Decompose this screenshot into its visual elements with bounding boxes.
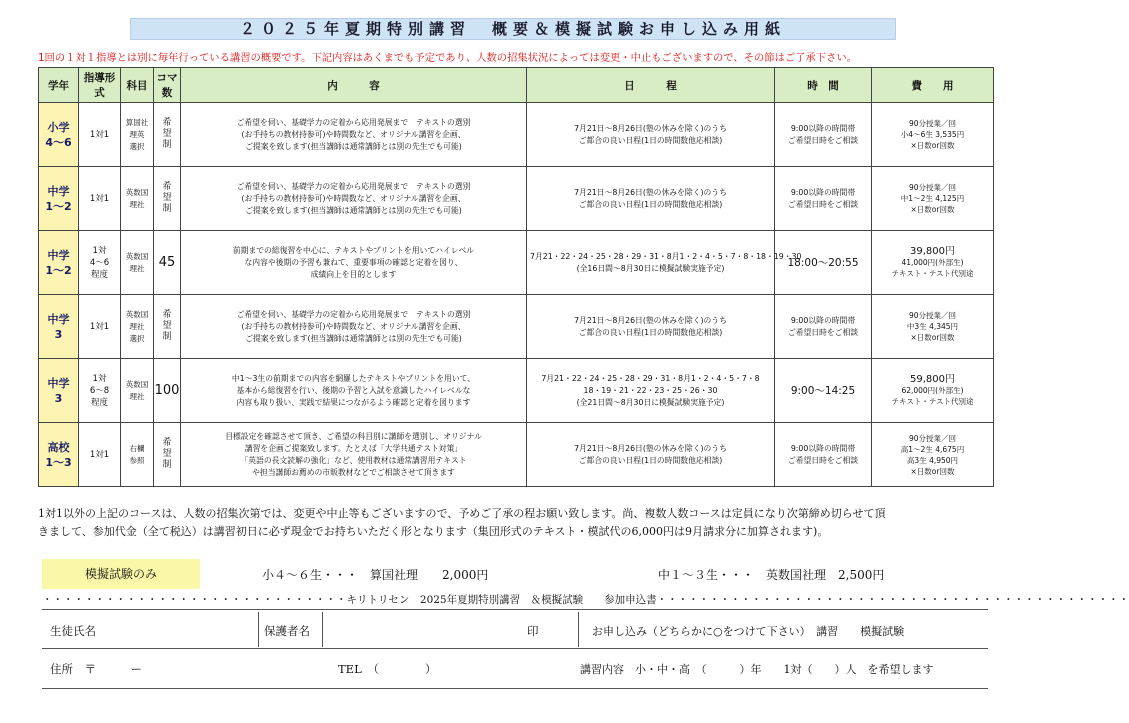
koma-line: 制 (162, 460, 172, 470)
fee-line: 62,000円(外部生) (901, 386, 964, 395)
koma-line: 望 (162, 129, 172, 139)
subject-line: 選択 (129, 141, 145, 151)
subject-line: 英数国 (125, 251, 149, 261)
koma-cell (154, 423, 181, 487)
schedule-cell (527, 295, 775, 359)
fee-line: テキスト・テスト代別途 (891, 397, 974, 406)
form-cell (79, 167, 121, 231)
fee-line: 中3生 4,345円 (906, 322, 959, 331)
time-line: ご希望日時をご相談 (787, 135, 859, 145)
schedule-line: ご都合の良い日程(1日の時間数他応相談) (578, 199, 723, 209)
form-cell (79, 231, 121, 295)
koma-line: 希 (162, 118, 172, 128)
time-line: 9:00以降の時間帯 (790, 123, 856, 133)
content-line: ご希望を伺い、基礎学力の定着から応用発展まで テキストの選別 (236, 117, 471, 127)
guardian-name-field[interactable]: 保護者名 (264, 624, 310, 638)
subject-line: 選択 (129, 333, 145, 343)
form-cell (79, 295, 121, 359)
fee-cell (872, 295, 994, 359)
subject-line: 理社 (129, 263, 145, 273)
form-divider (42, 688, 988, 689)
subject-line: 算国社 (125, 117, 149, 127)
table-row (39, 103, 994, 167)
time-line: ご希望日時をご相談 (787, 327, 859, 337)
content-line: ご希望を伺い、基礎学力の定着から応用発展まで テキストの選別 (236, 181, 471, 191)
subject-cell (121, 359, 154, 423)
tel-field[interactable]: TEL （ ） (338, 662, 437, 676)
form-line: 1対 (92, 373, 107, 384)
time-line: 9:00以降の時間帯 (790, 315, 856, 325)
apply-choice-field[interactable]: お申し込み（どちらかに○をつけて下さい） 講習 模擬試験 (592, 625, 905, 638)
seal-label: 印 (527, 624, 539, 638)
subject-line: 参照 (129, 455, 145, 465)
subject-line: 英数国 (125, 309, 149, 319)
fee-line: テキスト・テスト代別途 (891, 269, 974, 278)
subject-line: 理社 (129, 321, 145, 331)
schedule-cell (527, 103, 775, 167)
fee-line: 90分授業／回 (908, 119, 957, 128)
koma-cell (154, 359, 181, 423)
content-line: な内容や後期の予習も兼ねて、重要事項の確認と定着を図り、 (244, 257, 463, 267)
column-header: コマ数 (154, 68, 181, 103)
subject-line: 理社 (129, 199, 145, 209)
table-row (39, 167, 994, 231)
form-cell (79, 359, 121, 423)
grade-cell (39, 295, 79, 359)
footnote-line: 1対1以外の上記のコースは、人数の招集次第では、変更や中止等もございますので、予めご了承の程お願い致します。尚、複数人数コースは定員になり次第締め切らせて頂 (38, 507, 886, 520)
form-line: 1対1 (89, 193, 110, 204)
form-divider (42, 609, 988, 610)
grade-line: 1～3 (45, 455, 72, 469)
fee-cell (872, 423, 994, 487)
course-request-field[interactable]: 講習内容 小・中・高 （ ）年 1対（ ）人 を希望します (580, 663, 934, 676)
schedule-line: ご都合の良い日程(1日の時間数他応相談) (578, 135, 723, 145)
subject-cell (121, 423, 154, 487)
fee-line: 小4～6生 3,535円 (900, 130, 965, 139)
koma-line: 望 (162, 193, 172, 203)
schedule-cell (527, 359, 775, 423)
address-field[interactable]: 住所 〒 ー (50, 662, 142, 676)
fee-line: ×日数or回数 (910, 205, 955, 214)
content-line: (お手持ちの教材持参可)や時間数など、オリジナル講習を企画、 (241, 129, 466, 139)
cut-line-banner: ・・・・・・・・・・・・・・・・・・・・・・・・・・・・・キリトリセン 2025年夏期特別講習 ＆模擬試験 参加申込書・・・・・・・・・・・・・・・・・・・・・・・・・・・・・・・・・・・・・・・・・・・・・ (42, 594, 1129, 606)
table-row (39, 295, 994, 359)
grade-line: 3 (54, 391, 63, 405)
fee-line: 59,800円 (910, 374, 955, 385)
fee-line: 90分授業／回 (908, 311, 957, 320)
content-cell (181, 103, 527, 167)
content-cell (181, 359, 527, 423)
form-divider (258, 612, 259, 647)
footnote-line: きまして、参加代金（全て税込）は講習初日に必ず現金でお持ちいただく形となります（集団形式のテキスト・模試代の6,000円は9月請求分に加算されます)。 (38, 525, 829, 538)
mock-only-label: 模擬試験のみ (42, 559, 200, 589)
content-line: ご提案を致します(担当講師は通常講師とは別の先生でも可能) (245, 205, 462, 215)
table-body (39, 103, 994, 487)
column-header: 日 程 (527, 68, 775, 103)
notice-text: 1回の１対１指導とは別に毎年行っている講習の概要です。下記内容はあくまでも予定であり、人数の招集状況によっては変更・中止もございますので、その節はご了承下さい。 (38, 52, 857, 64)
koma-cell (154, 103, 181, 167)
form-divider (578, 612, 579, 647)
grade-line: 中学 (47, 184, 70, 198)
time-cell (775, 423, 872, 487)
koma-cell (154, 295, 181, 359)
column-header: 指導形式 (79, 68, 121, 103)
form-line: 程度 (90, 397, 108, 408)
mock-elementary-price: 小４～６生・・・ 算国社理 2,000円 (262, 568, 489, 582)
content-line: 内容も取り扱い、実践で結果につながるよう確認と定着を図ります (236, 397, 471, 407)
time-cell (775, 231, 872, 295)
schedule-line: 7月21日～8月26日(塾の休みを除く)のうち (574, 443, 727, 453)
fee-line: 41,000円(外部生) (901, 258, 964, 267)
grade-cell (39, 103, 79, 167)
footnote (38, 505, 998, 541)
page-title: ２０２５年夏期特別講習 概要＆模擬試験お申し込み用紙 (239, 20, 786, 38)
koma-line: 制 (162, 140, 172, 150)
schedule-cell (527, 423, 775, 487)
form-cell (79, 103, 121, 167)
koma-cell (154, 167, 181, 231)
subject-cell (121, 167, 154, 231)
koma-line: 希 (162, 438, 172, 448)
fee-line: 90分授業／回 (908, 433, 957, 443)
time-cell (775, 359, 872, 423)
time-cell (775, 295, 872, 359)
time-cell (775, 103, 872, 167)
form-cell (79, 423, 121, 487)
form-line: 1対1 (89, 449, 110, 460)
time-line: ご希望日時をご相談 (787, 455, 859, 465)
koma-line: 希 (162, 310, 172, 320)
subject-line: 右欄 (129, 443, 145, 453)
form-line: 1対1 (89, 321, 110, 332)
content-line: 中1～3生の前期までの内容を網羅したテキストやプリントを用いて、 (231, 373, 476, 383)
title-band (130, 18, 896, 40)
table-row (39, 359, 994, 423)
content-cell (181, 231, 527, 295)
column-header: 費 用 (872, 68, 994, 103)
schedule-line: 7月21日～8月26日(塾の休みを除く)のうち (574, 123, 727, 133)
fee-line: 高1～2生 4,675円 (900, 444, 965, 454)
mock-junior-price: 中１～３生・・・ 英数国社理 2,500円 (658, 568, 885, 582)
form-line: 4～6 (89, 257, 110, 268)
grade-line: 小学 (47, 120, 70, 134)
schedule-line: 7月21・22・24・25・28・29・31・8月1・2・4・5・7・8 (541, 373, 760, 383)
form-divider (322, 612, 323, 647)
content-line: 目標設定を確認させて頂き、ご希望の科目別に講師を選別し、オリジナル (225, 431, 482, 441)
schedule-line: 7月21日～8月26日(塾の休みを除く)のうち (574, 315, 727, 325)
column-header: 科目 (121, 68, 154, 103)
table-header-row (39, 68, 994, 103)
schedule-line: ご都合の良い日程(1日の時間数他応相談) (578, 327, 723, 337)
content-line: 講習を企画ご提案致します。たとえば「大学共通テスト対策」 (244, 443, 463, 453)
fee-cell (872, 231, 994, 295)
subject-line: 英数国 (125, 187, 149, 197)
grade-line: 中学 (47, 376, 70, 390)
form-line: 程度 (90, 269, 108, 280)
subject-line: 英数国 (125, 379, 149, 389)
koma-line: 制 (162, 332, 172, 342)
time-line: 18:00～20:55 (787, 256, 859, 269)
fee-line: 中1～2生 4,125円 (900, 194, 965, 203)
subject-cell (121, 103, 154, 167)
student-name-field[interactable]: 生徒氏名 (50, 624, 96, 638)
content-line: 前期までの総復習を中心に、テキストやプリントを用いてハイレベル (232, 245, 475, 255)
content-cell (181, 423, 527, 487)
grade-line: 中学 (47, 248, 70, 262)
content-line: 「英語の長文読解の強化」など、使用教材は通常講習用テキスト (240, 455, 467, 465)
koma-line: 希 (162, 182, 172, 192)
table-row (39, 231, 994, 295)
fee-cell (872, 359, 994, 423)
content-line: 成績向上を目的とします (310, 269, 397, 279)
schedule-line: 7月21日～8月26日(塾の休みを除く)のうち (574, 187, 727, 197)
content-line: ご提案を致します(担当講師は通常講師とは別の先生でも可能) (245, 141, 462, 151)
form-line: 6～8 (89, 385, 110, 396)
time-line: 9:00以降の時間帯 (790, 187, 856, 197)
grade-line: 3 (54, 327, 63, 341)
fee-line: ×日数or回数 (910, 466, 955, 476)
schedule-line: 7月21・22・24・25・28・29・31・8月1・2・4・5・7・8・18・19・30 (530, 251, 802, 261)
grade-cell (39, 167, 79, 231)
subject-cell (121, 295, 154, 359)
content-line: (お手持ちの教材持参可)や時間数など、オリジナル講習を企画、 (241, 321, 466, 331)
grade-line: 1～2 (45, 263, 72, 277)
grade-line: 1～2 (45, 199, 72, 213)
content-cell (181, 167, 527, 231)
column-header: 学年 (39, 68, 79, 103)
table-row (39, 423, 994, 487)
fee-line: ×日数or回数 (910, 141, 955, 150)
grade-cell (39, 231, 79, 295)
grade-line: 高校 (47, 440, 70, 454)
schedule-line: ご都合の良い日程(1日の時間数他応相談) (578, 455, 723, 465)
content-line: (お手持ちの教材持参可)や時間数など、オリジナル講習を企画、 (241, 193, 466, 203)
schedule-cell (527, 231, 802, 295)
content-line: 基本から総復習を行い、後期の予習と入試を意識したハイレベルな (236, 385, 471, 395)
subject-line: 理英 (129, 129, 145, 139)
koma-cell (154, 231, 181, 295)
form-divider (42, 648, 988, 649)
column-header: 時 間 (775, 68, 872, 103)
fee-cell (872, 103, 994, 167)
fee-line: 39,800円 (910, 246, 955, 257)
fee-line: ×日数or回数 (910, 333, 955, 342)
course-table (38, 67, 994, 487)
time-cell (775, 167, 872, 231)
schedule-line: (全21日間～8月30日に模擬試験実施予定) (576, 397, 725, 407)
form-line: 1対1 (89, 129, 110, 140)
grade-line: 4～6 (45, 135, 72, 149)
schedule-cell (527, 167, 775, 231)
column-header: 内 容 (181, 68, 527, 103)
content-line: や担当講師お薦めの市販教材などでご相談させて頂きます (252, 467, 455, 477)
fee-line: 高3生 4,950円 (906, 455, 959, 465)
schedule-line: (全16日間～8月30日に模擬試験実施予定) (576, 263, 725, 273)
grade-cell (39, 423, 79, 487)
koma-line: 望 (162, 449, 172, 459)
koma-line: 45 (158, 255, 176, 270)
subject-line: 理社 (129, 391, 145, 401)
grade-line: 中学 (47, 312, 70, 326)
grade-cell (39, 359, 79, 423)
form-line: 1対 (92, 245, 107, 256)
content-cell (181, 295, 527, 359)
time-line: 9:00～14:25 (790, 384, 856, 397)
koma-line: 100 (154, 383, 180, 398)
schedule-line: 18・19・21・22・23・25・26・30 (583, 385, 718, 395)
koma-line: 望 (162, 321, 172, 331)
time-line: ご希望日時をご相談 (787, 199, 859, 209)
time-line: 9:00以降の時間帯 (790, 443, 856, 453)
content-line: ご提案を致します(担当講師は通常講師とは別の先生でも可能) (245, 333, 462, 343)
fee-line: 90分授業／回 (908, 183, 957, 192)
fee-cell (872, 167, 994, 231)
koma-line: 制 (162, 204, 172, 214)
content-line: ご希望を伺い、基礎学力の定着から応用発展まで テキストの選別 (236, 309, 471, 319)
subject-cell (121, 231, 154, 295)
